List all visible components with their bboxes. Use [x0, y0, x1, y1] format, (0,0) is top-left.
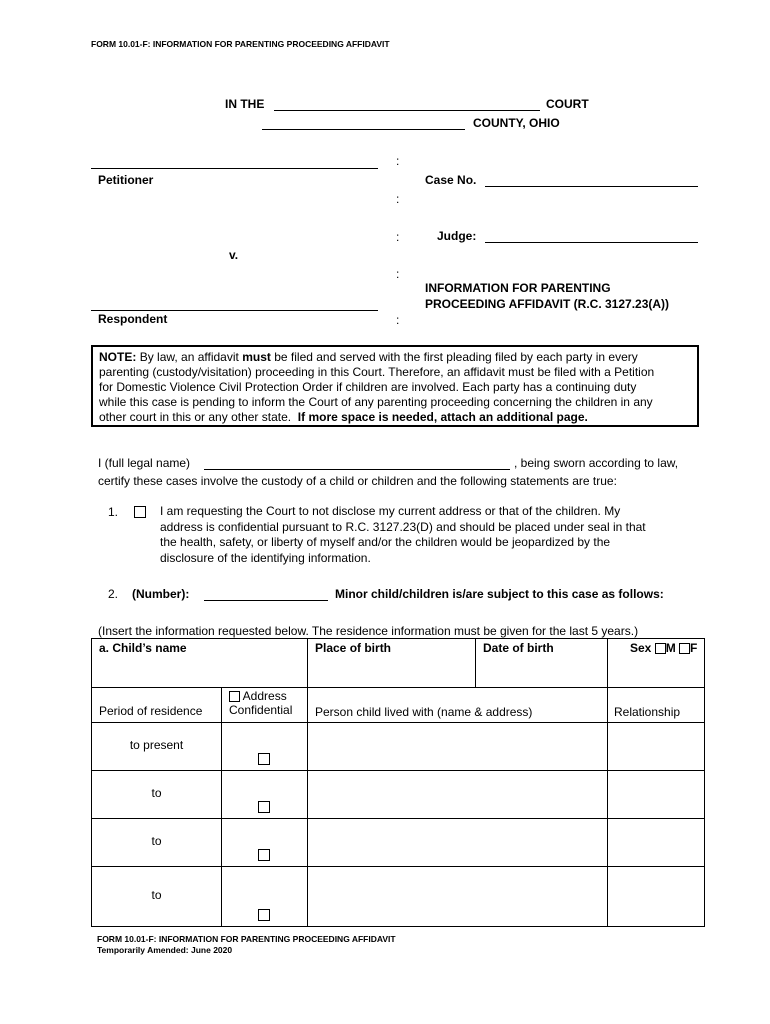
person-lived-cell[interactable] [308, 771, 608, 819]
note-box [91, 345, 699, 427]
item-1-number: 1. [108, 505, 119, 519]
colon-separator: : [396, 230, 400, 244]
colon-separator: : [396, 192, 400, 206]
footer-amended-date: Temporarily Amended: June 2020 [97, 945, 233, 955]
colon-separator: : [396, 313, 400, 327]
period-cell[interactable] [92, 819, 222, 867]
versus-label: v. [229, 248, 239, 262]
note-label: NOTE: [99, 350, 137, 364]
period-label: to [151, 834, 162, 848]
petitioner-label: Petitioner [98, 173, 154, 187]
item-2-number: 2. [108, 587, 119, 601]
period-cell[interactable] [92, 723, 222, 771]
colon-separator: : [396, 154, 400, 168]
period-label: to [151, 888, 162, 902]
sex-male-checkbox[interactable] [655, 643, 666, 654]
person-lived-cell[interactable] [308, 723, 608, 771]
respondent-name-field[interactable] [91, 310, 378, 311]
relationship-header: Relationship [614, 705, 681, 719]
residence-header-row [92, 688, 705, 723]
note-must: must [242, 350, 271, 364]
confidential-cell [222, 771, 308, 819]
court-label: COURT [546, 97, 589, 111]
child-info-table [91, 638, 705, 927]
confidential-checkbox[interactable] [258, 849, 270, 861]
full-legal-name-field[interactable] [204, 469, 510, 470]
note-attach-page: If more space is needed, attach an additional page. [297, 410, 588, 424]
person-lived-with-header: Person child lived with (name & address) [315, 705, 533, 719]
in-the-label: IN THE [225, 97, 265, 111]
childs-name-header: a. Child’s name [99, 641, 187, 655]
period-header-cell [92, 688, 222, 723]
confidential-cell [222, 723, 308, 771]
judge-label: Judge: [437, 229, 477, 243]
address-confidential-header-cell [222, 688, 308, 723]
full-legal-name-label: I (full legal name) [98, 456, 191, 470]
relationship-cell[interactable] [608, 771, 705, 819]
note-line-3: for Domestic Violence Civil Protection Order if children are involved. Each party has a continuing duty [99, 380, 637, 394]
relationship-cell[interactable] [608, 867, 705, 927]
note-line-5: other court in this or any other state. If more space is needed, attach an additional page. [99, 410, 588, 424]
date-of-birth-header: Date of birth [483, 641, 554, 655]
sworn-text: , being sworn according to law, [514, 456, 679, 470]
sex-cell [608, 639, 705, 688]
confidential-checkbox[interactable] [258, 753, 270, 765]
respondent-label: Respondent [98, 312, 168, 326]
place-of-birth-cell[interactable] [308, 639, 476, 688]
residence-row [92, 819, 705, 867]
note-line-2: parenting (custody/visitation) proceeding in this Court. Therefore, an affidavit must be filed with a Petition [99, 365, 655, 379]
document-title-line1: INFORMATION FOR PARENTING [425, 281, 611, 295]
address-header: Address [242, 689, 287, 703]
certify-text: certify these cases involve the custody of a child or children and the following statements are true: [98, 474, 617, 488]
person-lived-cell[interactable] [308, 819, 608, 867]
sex-male-label: M [665, 641, 676, 655]
period-cell[interactable] [92, 771, 222, 819]
place-of-birth-header: Place of birth [315, 641, 392, 655]
confidential-cell [222, 819, 308, 867]
colon-separator: : [396, 267, 400, 281]
person-lived-header-cell [308, 688, 608, 723]
relationship-cell[interactable] [608, 819, 705, 867]
judge-field[interactable] [485, 242, 698, 243]
note-line-4: while this case is pending to inform the Court of any parenting proceeding concerning the children in any [99, 395, 653, 409]
address-confidential-checkbox[interactable] [229, 691, 240, 702]
date-of-birth-cell[interactable] [476, 639, 608, 688]
period-cell[interactable] [92, 867, 222, 927]
number-label: (Number): [132, 587, 190, 601]
residence-row [92, 867, 705, 927]
case-no-label: Case No. [425, 173, 477, 187]
period-of-residence-header: Period of residence [99, 704, 203, 718]
county-ohio-label: COUNTY, OHIO [473, 116, 560, 130]
sex-header: Sex [630, 641, 652, 655]
period-label: to [151, 786, 162, 800]
document-title-line2: PROCEEDING AFFIDAVIT (R.C. 3127.23(A)) [425, 297, 670, 311]
sex-female-checkbox[interactable] [679, 643, 690, 654]
period-label: to present [129, 738, 184, 752]
child-row [92, 639, 705, 688]
childs-name-cell[interactable] [92, 639, 308, 688]
item-1-text: I am requesting the Court to not disclose my current address or that of the children. My address is confidential pursuant to R.C. 3127.23(D) and should be placed under seal in that the health, safety, or liberty of myself and/or the children would be jeopardized by the disclosure of the identifying information. [160, 504, 646, 565]
residence-row [92, 723, 705, 771]
table-instruction: (Insert the information requested below. The residence information must be given for the last 5 years.) [98, 624, 639, 638]
sex-female-label: F [690, 641, 698, 655]
confidential-checkbox[interactable] [258, 801, 270, 813]
minor-children-text: Minor child/children is/are subject to this case as follows: [335, 587, 664, 601]
confidential-cell [222, 867, 308, 927]
form-header-title: FORM 10.01-F: INFORMATION FOR PARENTING PROCEEDING AFFIDAVIT [91, 39, 390, 49]
person-lived-cell[interactable] [308, 867, 608, 927]
confidential-header: Confidential [229, 703, 293, 717]
relationship-cell[interactable] [608, 723, 705, 771]
relationship-header-cell [608, 688, 705, 723]
case-no-field[interactable] [485, 186, 698, 187]
confidential-checkbox[interactable] [258, 909, 270, 921]
confidential-request-checkbox[interactable] [134, 503, 146, 521]
court-name-field[interactable] [274, 110, 540, 111]
note-line-1: NOTE: By law, an affidavit must be filed and served with the first pleading filed by each party in every [99, 350, 638, 364]
number-of-children-field[interactable] [204, 600, 328, 601]
petitioner-name-field[interactable] [91, 168, 378, 169]
footer-form-title: FORM 10.01-F: INFORMATION FOR PARENTING PROCEEDING AFFIDAVIT [97, 934, 396, 944]
residence-row [92, 771, 705, 819]
county-field[interactable] [262, 129, 465, 130]
